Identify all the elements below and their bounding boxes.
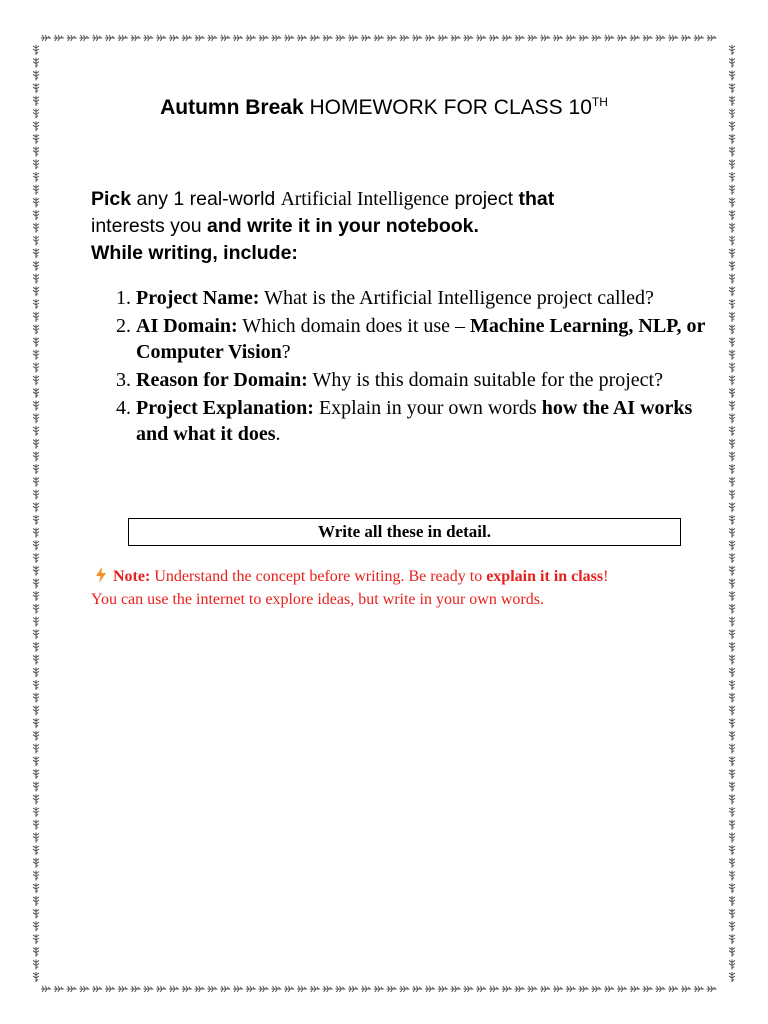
task-list — [100, 285, 716, 449]
border-sprig — [729, 553, 735, 563]
border-sprig — [33, 515, 39, 525]
border-sprig — [33, 883, 39, 893]
border-sprig — [33, 223, 39, 233]
border-sprig — [489, 986, 499, 992]
border-sprig — [729, 350, 735, 360]
border-sprig — [182, 35, 192, 41]
border-sprig — [729, 185, 735, 195]
border-sprig — [399, 35, 409, 41]
border-sprig — [729, 502, 735, 512]
border-sprig — [489, 35, 499, 41]
border-sprig — [729, 426, 735, 436]
border-sprig — [729, 744, 735, 754]
border-sprig — [33, 286, 39, 296]
border-sprig — [246, 35, 256, 41]
border-sprig — [729, 629, 735, 639]
border-sprig — [729, 401, 735, 411]
border-sprig — [729, 388, 735, 398]
border-sprig — [729, 159, 735, 169]
border-sprig — [33, 121, 39, 131]
border-sprig — [729, 299, 735, 309]
border-sprig — [33, 261, 39, 271]
border-sprig — [92, 35, 102, 41]
border-sprig — [729, 324, 735, 334]
border-sprig — [707, 986, 717, 992]
intro-write: and write it in your notebook. — [206, 215, 479, 237]
border-sprig — [729, 248, 735, 258]
border-sprig — [729, 439, 735, 449]
border-sprig — [233, 35, 243, 41]
border-sprig — [655, 35, 665, 41]
border-sprig — [361, 35, 371, 41]
border-sprig — [33, 934, 39, 944]
border-sprig — [729, 223, 735, 233]
border-sprig — [729, 515, 735, 525]
border-sprig — [630, 35, 640, 41]
border-sprig — [156, 35, 166, 41]
intro-line-3 — [91, 240, 691, 267]
border-sprig — [33, 896, 39, 906]
border-sprig — [92, 986, 102, 992]
border-sprig — [617, 986, 627, 992]
border-sprig — [348, 986, 358, 992]
border-sprig — [33, 921, 39, 931]
title-superscript: TH — [591, 95, 608, 109]
task-item — [136, 395, 716, 447]
border-sprig — [284, 986, 294, 992]
border-sprig — [412, 986, 422, 992]
border-sprig — [33, 909, 39, 919]
border-sprig — [729, 769, 735, 779]
border-sprig — [729, 134, 735, 144]
border-sprig — [33, 718, 39, 728]
border-sprig — [643, 35, 653, 41]
task-label: Reason for Domain: — [136, 369, 308, 391]
border-sprig — [33, 858, 39, 868]
border-sprig — [630, 986, 640, 992]
border-sprig — [729, 286, 735, 296]
note-paragraph — [91, 566, 691, 610]
border-sprig — [33, 236, 39, 246]
border-sprig — [412, 35, 422, 41]
border-sprig — [33, 540, 39, 550]
border-sprig — [33, 83, 39, 93]
border-sprig — [451, 35, 461, 41]
border-sprig — [33, 248, 39, 258]
border-sprig — [425, 986, 435, 992]
task-item — [136, 367, 716, 393]
border-sprig — [33, 642, 39, 652]
border-sprig — [729, 121, 735, 131]
border-sprig — [246, 986, 256, 992]
border-sprig — [33, 794, 39, 804]
border-sprig — [33, 451, 39, 461]
border-sprig — [259, 986, 269, 992]
border-sprig — [79, 35, 89, 41]
border-sprig — [33, 782, 39, 792]
border-sprig — [33, 185, 39, 195]
border-sprig — [729, 947, 735, 957]
border-sprig — [729, 921, 735, 931]
intro-pick: Pick — [91, 188, 132, 210]
border-sprig — [729, 464, 735, 474]
border-sprig — [604, 35, 614, 41]
border-sprig — [438, 986, 448, 992]
border-sprig — [131, 986, 141, 992]
border-sprig — [41, 35, 51, 41]
border-sprig — [729, 578, 735, 588]
border-sprig — [33, 401, 39, 411]
border-sprig — [33, 667, 39, 677]
border-sprig — [33, 274, 39, 284]
border-sprig — [33, 426, 39, 436]
border-sprig — [729, 274, 735, 284]
task-emphasis: how the AI works and what it does — [136, 397, 693, 445]
border-sprig — [425, 35, 435, 41]
border-sprig — [271, 35, 281, 41]
border-sprig — [169, 35, 179, 41]
border-sprig — [33, 413, 39, 423]
border-sprig — [729, 959, 735, 969]
border-sprig — [729, 147, 735, 157]
border-sprig — [476, 986, 486, 992]
border-sprig — [591, 986, 601, 992]
border-sprig — [668, 35, 678, 41]
border-sprig — [515, 35, 525, 41]
border-sprig — [451, 986, 461, 992]
border-sprig — [729, 210, 735, 220]
border-sprig — [33, 680, 39, 690]
instruction-box: Write all these in detail. — [128, 518, 681, 546]
border-sprig — [33, 693, 39, 703]
border-sprig — [729, 871, 735, 881]
border-sprig — [105, 35, 115, 41]
border-sprig — [502, 986, 512, 992]
border-sprig — [54, 35, 64, 41]
border-sprig — [233, 986, 243, 992]
intro-interests: interests you — [91, 215, 207, 237]
border-sprig — [729, 312, 735, 322]
border-sprig — [33, 134, 39, 144]
border-sprig — [33, 439, 39, 449]
border-sprig — [33, 871, 39, 881]
border-sprig — [33, 58, 39, 68]
border-sprig — [33, 617, 39, 627]
border-sprig — [33, 832, 39, 842]
border-sprig — [33, 159, 39, 169]
task-item — [136, 285, 716, 311]
border-sprig — [271, 986, 281, 992]
border-sprig — [527, 35, 537, 41]
border-sprig — [131, 35, 141, 41]
border-sprig — [33, 477, 39, 487]
border-sprig — [729, 604, 735, 614]
border-sprig — [33, 45, 39, 55]
task-item — [136, 313, 716, 365]
border-sprig — [335, 35, 345, 41]
border-sprig — [438, 35, 448, 41]
border-sprig — [729, 883, 735, 893]
border-sprig — [694, 986, 704, 992]
border-sprig — [348, 35, 358, 41]
border-sprig — [729, 705, 735, 715]
note-emphasis: explain it in class — [486, 568, 604, 585]
border-sprig — [105, 986, 115, 992]
border-sprig — [33, 210, 39, 220]
border-sprig — [553, 35, 563, 41]
note-line-1 — [91, 566, 691, 589]
title-part1: Autumn Break — [160, 96, 304, 119]
border-sprig — [310, 986, 320, 992]
note-line-2: You can use the internet to explore ideas, but write in your own words. — [91, 591, 544, 608]
border-sprig — [284, 35, 294, 41]
note-label: Note: — [113, 568, 151, 585]
border-sprig — [729, 896, 735, 906]
border-sprig — [33, 769, 39, 779]
border-sprig — [729, 680, 735, 690]
border-sprig — [729, 845, 735, 855]
border-sprig — [195, 986, 205, 992]
border-sprig — [33, 959, 39, 969]
intro-line-2 — [91, 213, 691, 240]
border-sprig — [729, 45, 735, 55]
border-sprig — [729, 375, 735, 385]
border-sprig — [323, 986, 333, 992]
border-sprig — [729, 197, 735, 207]
border-sprig — [79, 986, 89, 992]
border-sprig — [220, 986, 230, 992]
intro-that: that — [518, 188, 555, 210]
border-sprig — [387, 35, 397, 41]
border-sprig — [729, 528, 735, 538]
page-title — [0, 96, 768, 120]
border-sprig — [33, 70, 39, 80]
task-text: Explain in your own words — [313, 397, 542, 419]
task-tail: ? — [281, 341, 291, 363]
border-sprig — [681, 35, 691, 41]
border-sprig — [361, 986, 371, 992]
task-text: What is the Artificial Intelligence project called? — [259, 287, 654, 309]
task-label: AI Domain: — [136, 315, 238, 337]
border-sprig — [259, 35, 269, 41]
task-label: Project Explanation: — [136, 397, 314, 419]
border-sprig — [207, 986, 217, 992]
border-sprig — [33, 464, 39, 474]
border-sprig — [729, 83, 735, 93]
border-sprig — [374, 35, 384, 41]
border-sprig — [33, 578, 39, 588]
task-emphasis: Machine Learning, NLP, or Computer Vision — [136, 315, 706, 363]
border-sprig — [207, 35, 217, 41]
border-sprig — [33, 324, 39, 334]
border-sprig — [729, 337, 735, 347]
border-sprig — [195, 35, 205, 41]
border-sprig — [729, 934, 735, 944]
border-sprig — [729, 236, 735, 246]
border-sprig — [694, 35, 704, 41]
border-sprig — [67, 35, 77, 41]
border-sprig — [33, 528, 39, 538]
border-sprig — [41, 986, 51, 992]
border-sprig — [729, 782, 735, 792]
border-sprig — [33, 947, 39, 957]
border-sprig — [591, 35, 601, 41]
border-sprig — [33, 807, 39, 817]
border-sprig — [33, 820, 39, 830]
border-sprig — [33, 845, 39, 855]
border-sprig — [118, 986, 128, 992]
border-sprig — [33, 388, 39, 398]
border-sprig — [310, 35, 320, 41]
border-sprig — [655, 986, 665, 992]
border-sprig — [54, 986, 64, 992]
border-sprig — [729, 718, 735, 728]
border-sprig — [33, 756, 39, 766]
task-label: Project Name: — [136, 287, 260, 309]
border-sprig — [729, 667, 735, 677]
border-sprig — [729, 490, 735, 500]
border-sprig — [118, 35, 128, 41]
border-sprig — [515, 986, 525, 992]
border-sprig — [729, 693, 735, 703]
border-sprig — [33, 490, 39, 500]
border-sprig — [729, 566, 735, 576]
border-sprig — [297, 986, 307, 992]
border-sprig — [33, 363, 39, 373]
border-sprig — [169, 986, 179, 992]
border-sprig — [729, 540, 735, 550]
intro-project: project — [449, 188, 519, 210]
border-sprig — [707, 35, 717, 41]
border-sprig — [729, 477, 735, 487]
border-sprig — [463, 986, 473, 992]
border-sprig — [729, 655, 735, 665]
border-sprig — [729, 756, 735, 766]
border-sprig — [143, 986, 153, 992]
border-sprig — [33, 350, 39, 360]
border-sprig — [143, 35, 153, 41]
border-sprig — [729, 70, 735, 80]
task-tail: . — [275, 423, 281, 445]
border-sprig — [33, 553, 39, 563]
intro-ai: Artificial Intelligence — [280, 189, 450, 210]
border-sprig — [729, 261, 735, 271]
border-sprig — [681, 986, 691, 992]
note-text: Understand the concept before writing. Be ready to — [150, 568, 487, 585]
border-sprig — [463, 35, 473, 41]
border-sprig — [668, 986, 678, 992]
border-sprig — [297, 35, 307, 41]
border-sprig — [399, 986, 409, 992]
intro-any: any 1 real-world — [131, 188, 281, 210]
border-sprig — [182, 986, 192, 992]
border-sprig — [33, 591, 39, 601]
border-sprig — [527, 986, 537, 992]
border-sprig — [33, 299, 39, 309]
border-sprig — [729, 794, 735, 804]
lightning-icon — [95, 567, 113, 589]
border-sprig — [579, 986, 589, 992]
border-sprig — [566, 35, 576, 41]
border-sprig — [33, 172, 39, 182]
border-sprig — [729, 363, 735, 373]
border-sprig — [617, 35, 627, 41]
border-sprig — [643, 986, 653, 992]
border-sprig — [374, 986, 384, 992]
border-sprig — [729, 832, 735, 842]
border-sprig — [67, 986, 77, 992]
border-sprig — [729, 413, 735, 423]
border-sprig — [33, 147, 39, 157]
border-sprig — [502, 35, 512, 41]
border-sprig — [33, 375, 39, 385]
border-sprig — [33, 655, 39, 665]
border-sprig — [33, 629, 39, 639]
border-sprig — [540, 35, 550, 41]
border-sprig — [33, 744, 39, 754]
border-sprig — [729, 58, 735, 68]
intro-line-1 — [91, 186, 691, 213]
border-sprig — [553, 986, 563, 992]
border-sprig — [729, 858, 735, 868]
border-sprig — [604, 986, 614, 992]
border-sprig — [33, 502, 39, 512]
border-sprig — [33, 705, 39, 715]
border-sprig — [729, 972, 735, 982]
border-sprig — [729, 172, 735, 182]
border-sprig — [335, 986, 345, 992]
border-sprig — [323, 35, 333, 41]
border-sprig — [579, 35, 589, 41]
border-sprig — [33, 312, 39, 322]
border-sprig — [156, 986, 166, 992]
note-tail: ! — [603, 568, 609, 585]
border-sprig — [729, 909, 735, 919]
border-sprig — [729, 642, 735, 652]
border-sprig — [387, 986, 397, 992]
intro-include: While writing, include: — [91, 242, 298, 264]
border-sprig — [729, 731, 735, 741]
title-part2: HOMEWORK FOR CLASS 10 — [309, 96, 592, 119]
border-sprig — [33, 197, 39, 207]
border-sprig — [33, 731, 39, 741]
border-sprig — [540, 986, 550, 992]
border-sprig — [33, 972, 39, 982]
border-sprig — [33, 566, 39, 576]
intro-paragraph — [91, 186, 691, 267]
border-sprig — [729, 617, 735, 627]
border-sprig — [33, 337, 39, 347]
border-sprig — [729, 591, 735, 601]
border-sprig — [729, 807, 735, 817]
border-sprig — [476, 35, 486, 41]
border-sprig — [220, 35, 230, 41]
border-sprig — [729, 820, 735, 830]
border-sprig — [566, 986, 576, 992]
task-text: Which domain does it use – — [237, 315, 471, 337]
border-sprig — [729, 451, 735, 461]
task-text: Why is this domain suitable for the project? — [307, 369, 663, 391]
border-sprig — [33, 604, 39, 614]
